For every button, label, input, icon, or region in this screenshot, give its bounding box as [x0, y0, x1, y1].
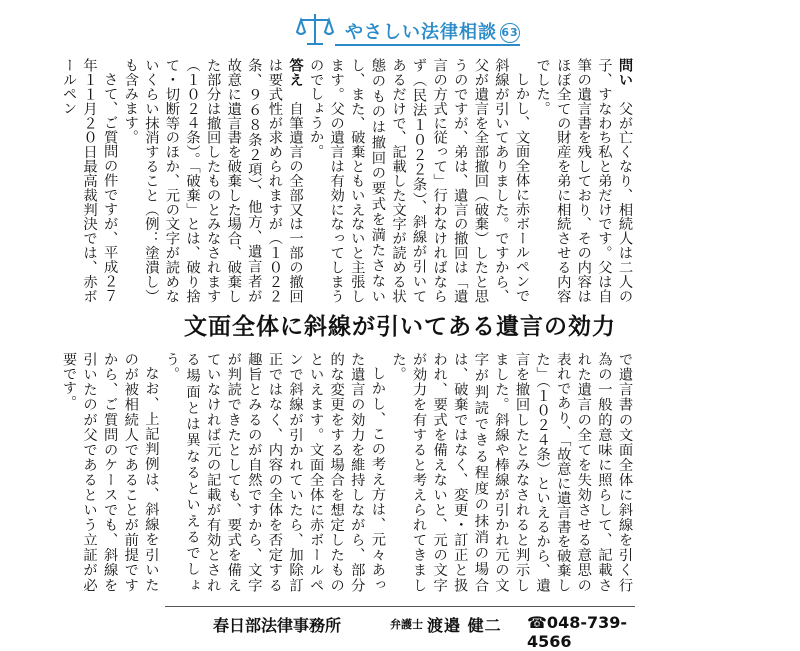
phone-number: ☎048-739-4566 — [527, 613, 628, 651]
body-paragraph-1: で遺言書の文面全体に斜線を引く行為の一般的意味に照らして、記載された遺言の全てを失効させる意思の表れであり、「故意に遺言書を破棄した」（１０２４条）といえるから、遺言を撤回したとみなされると判示しました。斜線や棒線が引かれ元の文字が判読できる程度の抹消の場合は、破棄ではなく、変更・訂正と扱われ、要式を備えないと、元の文字が効力を有すると考えられてきました。 — [390, 352, 633, 592]
article-headline: 文面全体に斜線が引いてある遺言の効力 — [184, 314, 616, 340]
title-underline — [335, 44, 520, 46]
top-article-body — [60, 58, 635, 303]
question-paragraph: 問い 父が亡くなり、相続人は二人の子、すなわち私と弟だけです。父は自筆の遺言書を残しており、その内容はほぼ全ての財産を弟に相続させる内容でした。 — [534, 58, 633, 303]
column-number-badge: 63 — [500, 23, 520, 43]
column-title: やさしい法律相談 63 — [345, 22, 519, 43]
answer-paragraph-2: さて、ご質問の件ですが、平成２７年１１月２０日最高裁判決では、赤ボールペン — [60, 58, 119, 303]
body-paragraph-2: しかし、この考え方は、元々あった遺言の効力を維持しながら、部分的な変更をする場合を想定したものといえます。文面全体に赤ボールペンで斜線が引かれていたら、加除訂正ではなく、内容の全体を否定する趣旨とみるのが自然ですから、文字が判読できたとしても、要式を備えていなければ元の記載が有効とされる場面とは異なるといえるでしょう。 — [163, 352, 386, 592]
question-paragraph-2: しかし、文面全体に赤ボールペンで斜線が引いてありました。ですから、父が遺言を全部撤回（破棄）したと思うのですが、弟は、遺言の撤回は「遺言の方式に従って」行わなければならず（民法１０２２条）、斜線が引いてあるだけで、記載した文字が読める状態のものは撤回の要式を満たさないし、また、破棄ともいえないと主張します。父の遺言は有効になってしまうのでしょうか。 — [308, 58, 531, 303]
answer-paragraph: 答え 自筆遺言の全部又は一部の撤回は要式性が求められますが（１０２２条、９６８条２項）、他方、遺言者が故意に遺言書を破棄した場合、破棄した部分は撤回したものとみなされます（１０２４条）。「破棄」とは、破り捨て・切断等のほか、元の文字が読めないくらい抹消すること（例：塗潰し）も含みます。 — [122, 58, 304, 303]
body-paragraph-3: なお、上記判例は、斜線を引いたのが被相続人であることが前提ですから、ご質問のケースでも、斜線を引いたのが父であるという立証が必要です。 — [60, 352, 160, 592]
firm-name: 春日部法律事務所 — [213, 616, 342, 635]
lawyer-name: 渡邉 健二 — [427, 616, 502, 635]
footer-credit — [165, 606, 635, 651]
lawyer-role: 弁護士 — [390, 618, 423, 631]
scales-of-justice-icon — [295, 10, 335, 50]
bottom-article-body — [60, 352, 635, 592]
column-header — [295, 10, 520, 50]
